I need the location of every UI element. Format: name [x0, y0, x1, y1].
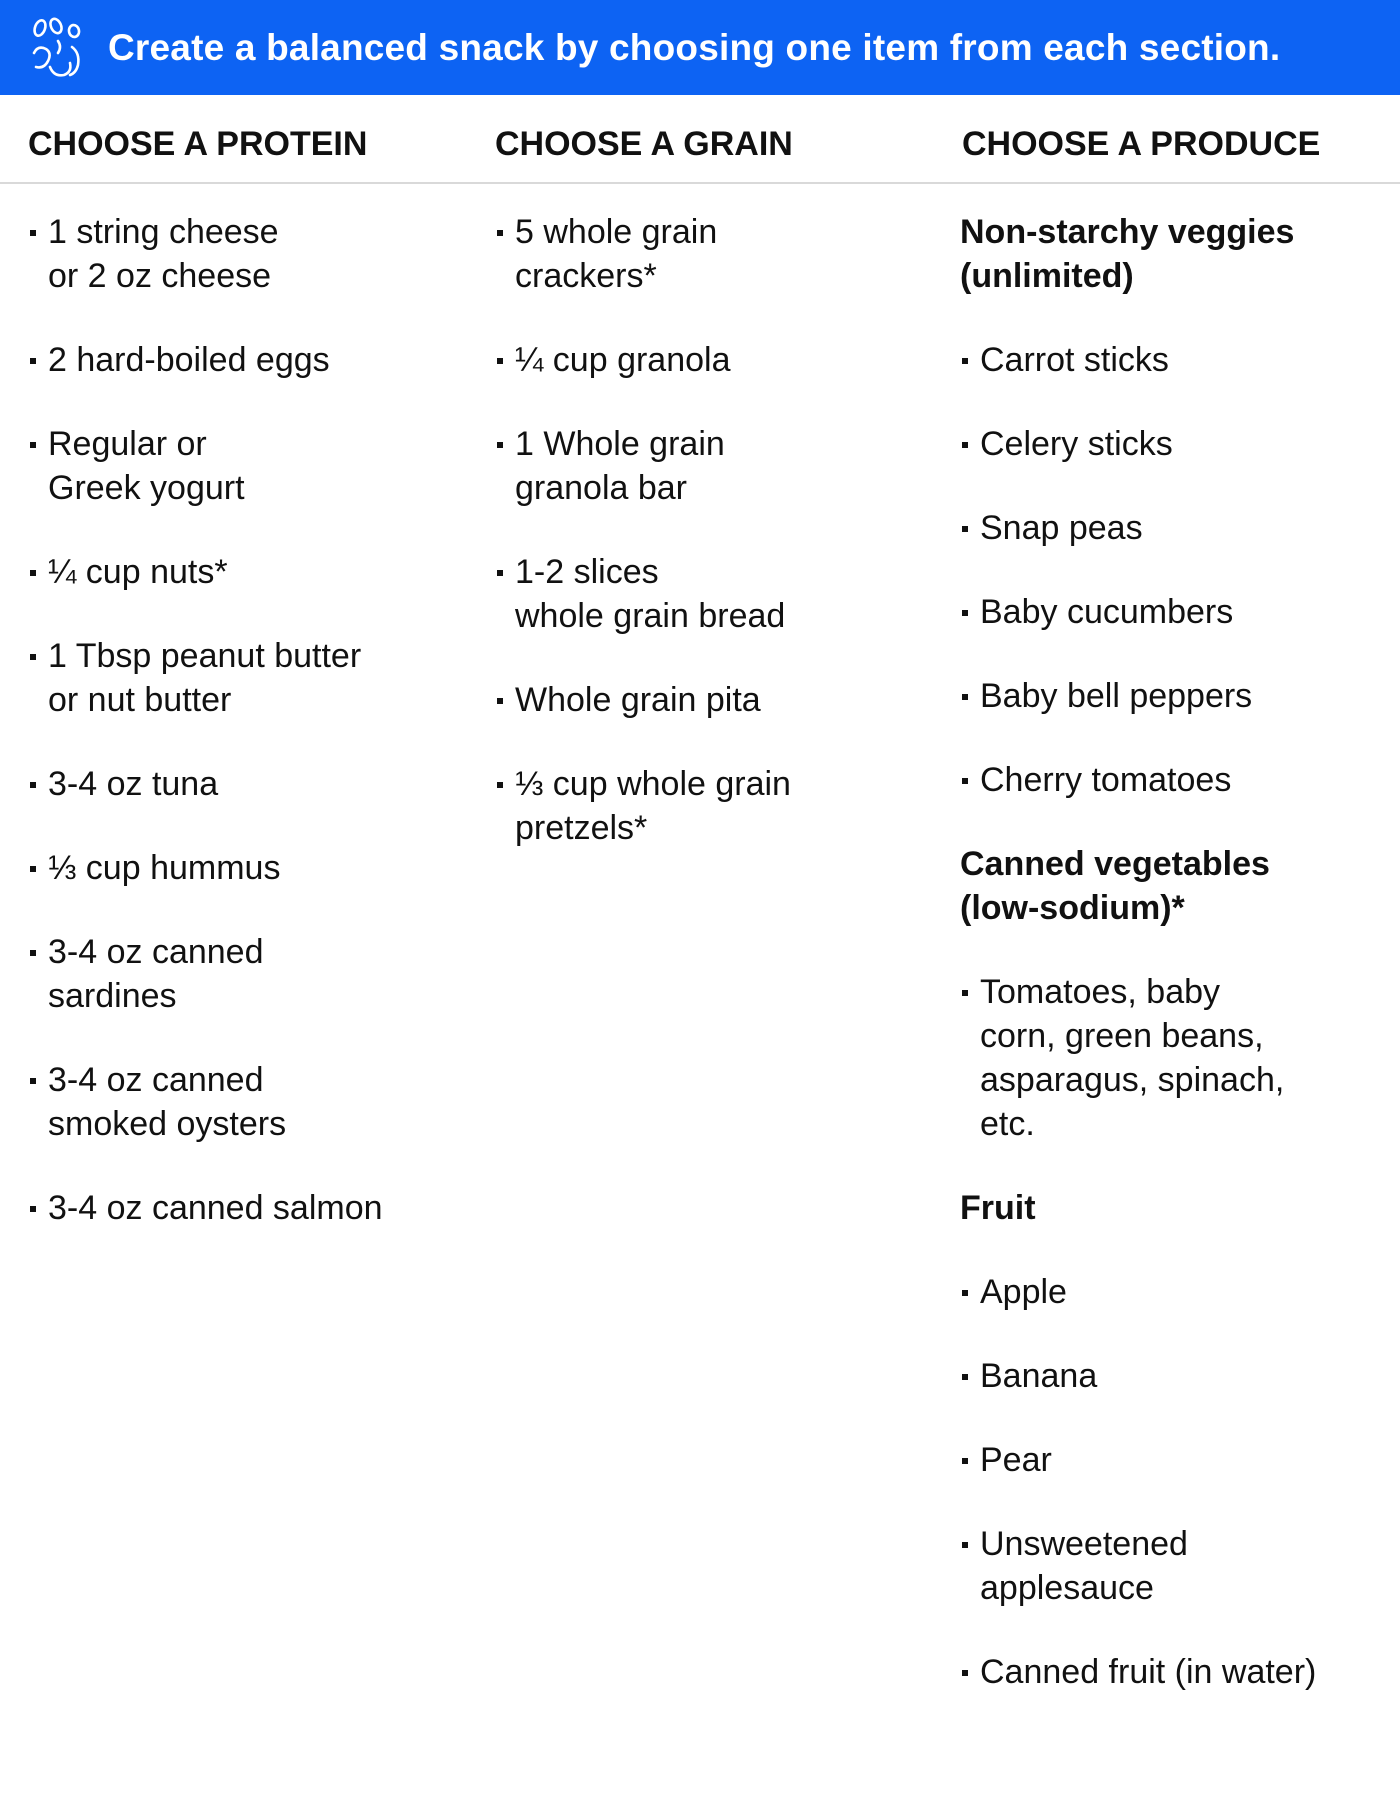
list-item: Cherry tomatoes	[960, 758, 1390, 802]
list-item: 1-2 slices whole grain bread	[495, 550, 925, 638]
column-headings	[0, 95, 1400, 184]
grain-list	[495, 210, 925, 850]
list-item: 2 hard-boiled eggs	[28, 338, 458, 382]
veggies-list	[960, 338, 1390, 802]
canned-vegetables-list	[960, 970, 1390, 1146]
fruit-subheading: Fruit	[960, 1189, 1036, 1227]
list-item: 1 Tbsp peanut butter or nut butter	[28, 634, 458, 722]
list-item: Baby cucumbers	[960, 590, 1390, 634]
protein-heading: CHOOSE A PROTEIN	[28, 125, 368, 163]
list-item: 3-4 oz canned smoked oysters	[28, 1058, 458, 1146]
list-item: ¼ cup nuts*	[28, 550, 458, 594]
list-item: Snap peas	[960, 506, 1390, 550]
protein-list	[28, 210, 458, 1230]
list-item: 5 whole grain crackers*	[495, 210, 925, 298]
header-banner	[0, 0, 1400, 95]
list-item: Banana	[960, 1354, 1390, 1398]
list-item: Unsweetened applesauce	[960, 1522, 1390, 1610]
list-item: 3-4 oz tuna	[28, 762, 458, 806]
snack-options	[0, 184, 1400, 1784]
list-item: 1 Whole grain granola bar	[495, 422, 925, 510]
list-item: Whole grain pita	[495, 678, 925, 722]
canned-vegetables-subheading: Canned vegetables (low-sodium)*	[960, 845, 1270, 927]
list-item: ⅓ cup whole grain pretzels*	[495, 762, 925, 850]
seeds-icon	[28, 17, 84, 79]
produce-column	[960, 184, 1390, 1734]
list-item: 3-4 oz canned sardines	[28, 930, 458, 1018]
list-item: Pear	[960, 1438, 1390, 1482]
list-item: Tomatoes, baby corn, green beans, asparagus, spinach, etc.	[960, 970, 1390, 1146]
fruit-list	[960, 1270, 1390, 1694]
list-item: Baby bell peppers	[960, 674, 1390, 718]
list-item: Carrot sticks	[960, 338, 1390, 382]
list-item: Celery sticks	[960, 422, 1390, 466]
produce-heading: CHOOSE A PRODUCE	[962, 125, 1321, 163]
list-item: ¼ cup granola	[495, 338, 925, 382]
list-item: ⅓ cup hummus	[28, 846, 458, 890]
page-title: Create a balanced snack by choosing one item from each section.	[108, 26, 1281, 68]
list-item: Regular or Greek yogurt	[28, 422, 458, 510]
veggies-subheading: Non-starchy veggies (unlimited)	[960, 213, 1295, 295]
list-item: Canned fruit (in water)	[960, 1650, 1390, 1694]
protein-column	[28, 184, 458, 1270]
grain-heading: CHOOSE A GRAIN	[495, 125, 793, 163]
list-item: Apple	[960, 1270, 1390, 1314]
grain-column	[495, 184, 925, 890]
list-item: 3-4 oz canned salmon	[28, 1186, 458, 1230]
list-item: 1 string cheese or 2 oz cheese	[28, 210, 458, 298]
